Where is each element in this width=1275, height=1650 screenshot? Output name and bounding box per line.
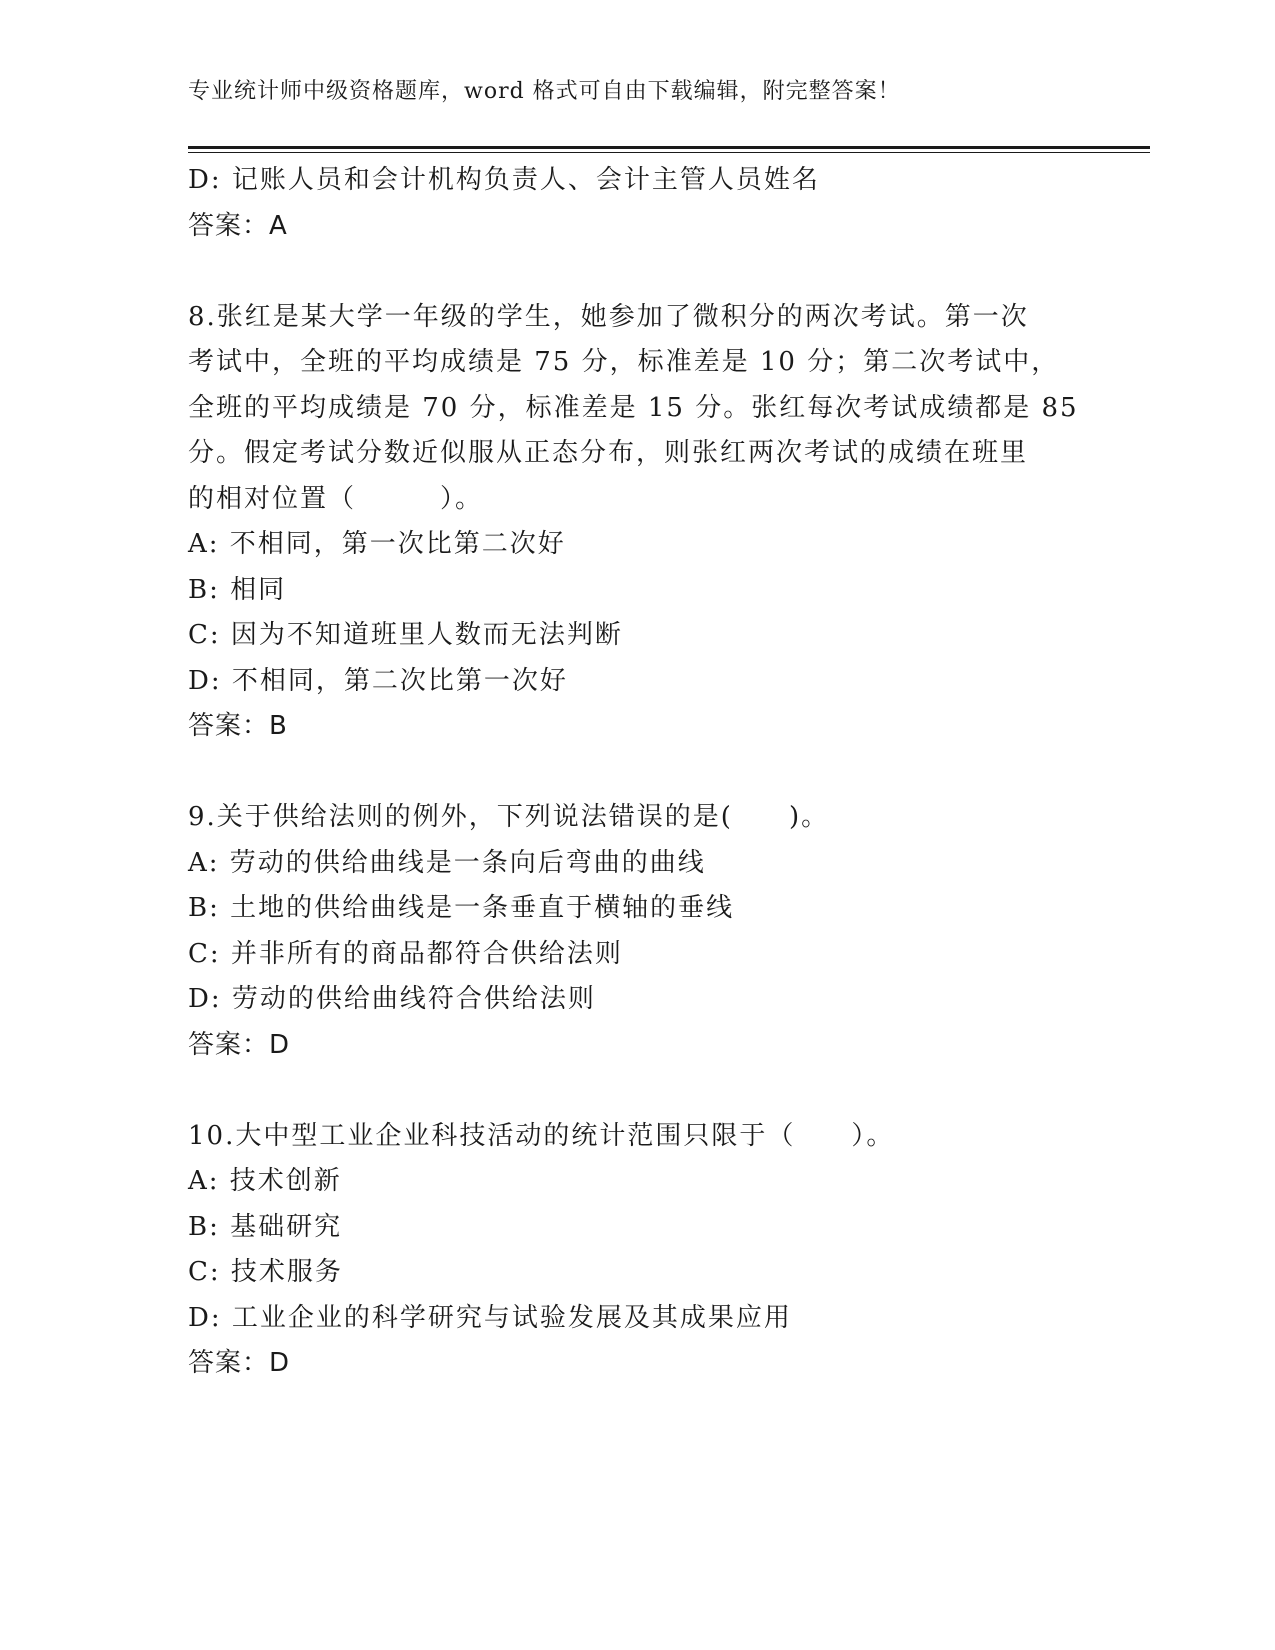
document-body [188,158,1088,1387]
q10-option-b: B: 基础研究 [188,1211,343,1242]
q8-option-b: B: 相同 [188,574,287,605]
q9-option-b: B: 土地的供给曲线是一条垂直于横轴的垂线 [188,893,735,923]
q8-stem-line: 分。假定考试分数近似服从正态分布，则张红两次考试的成绩在班里 [188,438,1029,468]
q10-option-d: D: 工业企业的科学研究与试验发展及其成果应用 [188,1302,792,1333]
page-header: 专业统计师中级资格题库，word 格式可自由下载编辑，附完整答案！ [188,79,901,104]
q10-stem: 10.大中型工业企业科技活动的统计范围只限于（ ）。 [188,1120,895,1151]
header-rule-thick [188,146,1150,149]
q10-option-a: A: 技术创新 [188,1166,342,1196]
spacer [188,1068,1088,1114]
q9-option-d: D: 劳动的供给曲线符合供给法则 [188,984,596,1014]
q10-option-c: C: 技术服务 [188,1257,343,1287]
q8-stem-line: 的相对位置（ ）。 [188,483,484,514]
question-8 [188,295,1088,750]
q8-stem-line: 全班的平均成绩是 70 分，标准差是 15 分。张红每次考试成绩都是 85 [188,392,1079,423]
header-rule-thin [188,152,1150,153]
q8-option-a: A: 不相同，第一次比第二次好 [188,529,566,559]
question-9 [188,795,1088,1068]
prev-option-d: D: 记账人员和会计机构负责人、会计主管人员姓名 [188,165,820,195]
q10-answer: 答案：D [188,1348,291,1378]
question-10 [188,1114,1088,1387]
q9-answer: 答案：D [188,1029,291,1060]
q8-stem-line: 考试中，全班的平均成绩是 75 分，标准差是 10 分；第二次考试中， [188,347,1060,377]
spacer [188,750,1088,796]
spacer [188,249,1088,295]
q9-option-a: A: 劳动的供给曲线是一条向后弯曲的曲线 [188,847,706,878]
prev-answer: 答案：A [188,210,288,241]
q8-stem-line: 8.张红是某大学一年级的学生，她参加了微积分的两次考试。第一次 [188,301,1029,332]
q9-option-c: C: 并非所有的商品都符合供给法则 [188,938,623,969]
q8-answer: 答案：B [188,711,288,741]
q8-option-d: D: 不相同，第二次比第一次好 [188,665,568,696]
q9-stem: 9.关于供给法则的例外，下列说法错误的是( )。 [188,802,830,832]
q8-option-c: C: 因为不知道班里人数而无法判断 [188,620,623,650]
